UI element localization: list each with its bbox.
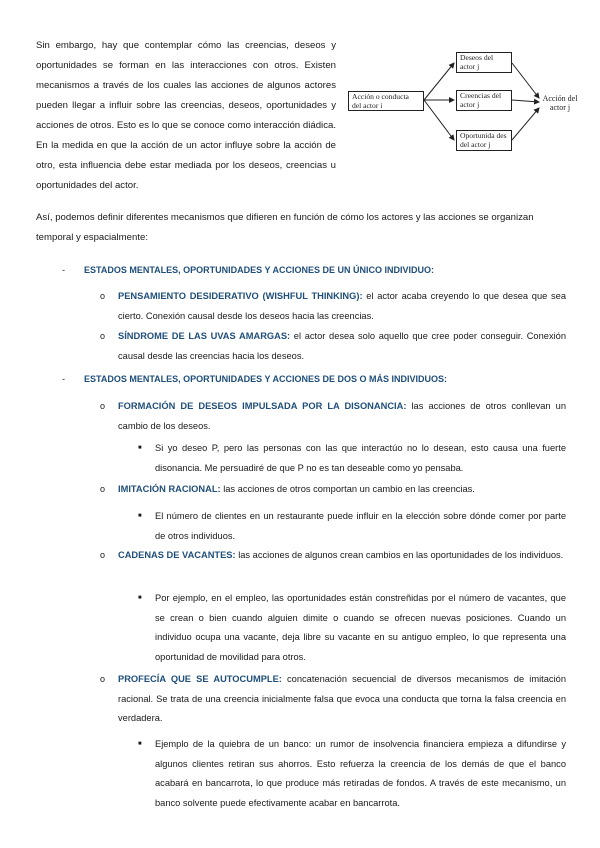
list-item-vacancy-chains: [100, 546, 566, 566]
circle-bullet: o: [100, 291, 106, 301]
sub-item-text: El número de clientes en un restaurante puede influir en la elección sobre dónde comer por parte de otros individuos.: [155, 511, 566, 541]
sub-item-employment-example: [138, 589, 566, 667]
item-text: el actor desea solo aquello que cree poder conseguir. Conexión causal desde las creencias hacia los deseos.: [118, 331, 566, 361]
item-term: PROFECÍA QUE SE AUTOCUMPLE:: [118, 674, 282, 684]
circle-bullet: o: [100, 550, 106, 560]
item-text: concatenación secuencial de diversos mecanismos de imitación racional. Se trata de una creencia inicialmente falsa que evoca una conducta que torna la falsa creencia en verdadera.: [118, 674, 566, 724]
item-term: SÍNDROME DE LAS UVAS AMARGAS:: [118, 331, 291, 341]
sub-item-text: Si yo deseo P, pero las personas con las que interactúo no lo desean, esto causa una fuerte disonancia. Me persuadiré de que P no es tan deseable como yo pensaba.: [155, 443, 566, 473]
circle-bullet: o: [100, 674, 106, 684]
section-multiple-individuals: [62, 369, 447, 389]
beliefs-box: Creencias del actor j: [456, 90, 512, 111]
arrow-desires-to-action: [512, 63, 539, 98]
item-text: las acciones de otros comportan un cambio en las creencias.: [220, 484, 475, 494]
circle-bullet: o: [100, 401, 106, 411]
list-item-rational-imitation: [100, 480, 566, 500]
list-item-dissonance: [100, 397, 566, 436]
section-single-individual: [62, 260, 434, 280]
sub-item-text: Por ejemplo, en el empleo, las oportunidades están constreñidas por el número de vacantes, que se crean o bien cuando alguien dimite o cuando se ofrecen nuevas posiciones. Cuando un individuo ocupa una vacante, deja libre su vacante en su antiguo empleo, lo que representa una oportunidad de movilidad para otros.: [155, 593, 566, 662]
sub-item-text: Ejemplo de la quiebra de un banco: un rumor de insolvencia financiera empieza a difundirse y algunos clientes retiran sus ahorros. Esto refuerza la creencia de los demás de que el banco acabará en bancarrota, lo que produce más retiradas de fondos. A través de este mecanismo, un banco solvente puede efectivamente acabar en bancarrota.: [155, 739, 566, 808]
list-item-wishful-thinking: [100, 287, 566, 326]
item-term: PENSAMIENTO DESIDERATIVO (WISHFUL THINKING):: [118, 291, 363, 301]
square-bullet: ■: [138, 445, 142, 451]
dash-bullet: -: [62, 265, 65, 275]
circle-bullet: o: [100, 484, 106, 494]
arrow-opportunities-to-action: [512, 108, 539, 140]
item-text: las acciones de otros conllevan un cambio de los deseos.: [118, 401, 566, 431]
section-heading: ESTADOS MENTALES, OPORTUNIDADES Y ACCIONES DE DOS O MÁS INDIVIDUOS:: [84, 374, 448, 384]
sub-item-restaurant-example: [138, 507, 566, 546]
square-bullet: ■: [138, 513, 142, 519]
item-text: las acciones de algunos crean cambios en las oportunidades de los individuos.: [235, 550, 564, 560]
intro-paragraph: Sin embargo, hay que contemplar cómo las creencias, deseos y oportunidades se forman en las interacciones con otros. Existen mecanismos a través de los cuales las acciones de algunos actores pueden llegar a influir sobre las creencias, deseos, oportunidades y acciones de otros. Esto es lo que se conoce como interacción diádica. En la medida en que la acción de un actor influye sobre la acción de otro, esta influencia debe estar mediada por los deseos, creencias u oportunidades del actor.: [36, 40, 336, 191]
source-action-box: Acción o conducta del actor i: [348, 91, 424, 111]
dyadic-interaction-diagram: [344, 46, 584, 158]
opportunities-box: Oportunida des del actor j: [456, 130, 512, 151]
arrow-to-desires: [424, 63, 454, 100]
sub-item-bank-example: [138, 735, 566, 813]
list-item-sour-grapes: [100, 327, 566, 366]
item-text: el actor acaba creyendo lo que desea que sea cierto. Conexión causal desde los deseos hacia las creencias.: [118, 291, 566, 321]
item-term: CADENAS DE VACANTES:: [118, 550, 236, 560]
list-item-self-fulfilling-prophecy: [100, 670, 566, 729]
desires-box: Deseos del actor j: [456, 52, 512, 73]
circle-bullet: o: [100, 331, 106, 341]
item-term: IMITACIÓN RACIONAL:: [118, 484, 221, 494]
item-term: FORMACIÓN DE DESEOS IMPULSADA POR LA DISONANCIA:: [118, 401, 407, 411]
mechanisms-intro-paragraph: Así, podemos definir diferentes mecanismos que difieren en función de cómo los actores y las acciones se organizan temporal y espacialmente:: [36, 212, 534, 243]
sub-item-dissonance-example: [138, 439, 566, 478]
square-bullet: ■: [138, 741, 142, 747]
arrow-beliefs-to-action: [512, 100, 539, 102]
square-bullet: ■: [138, 595, 142, 601]
dash-bullet: -: [62, 374, 65, 384]
section-heading: ESTADOS MENTALES, OPORTUNIDADES Y ACCIONES DE UN ÚNICO INDIVIDUO:: [84, 265, 435, 275]
target-action-label: Acción del actor j: [542, 94, 578, 112]
arrow-to-opportunities: [424, 100, 454, 140]
